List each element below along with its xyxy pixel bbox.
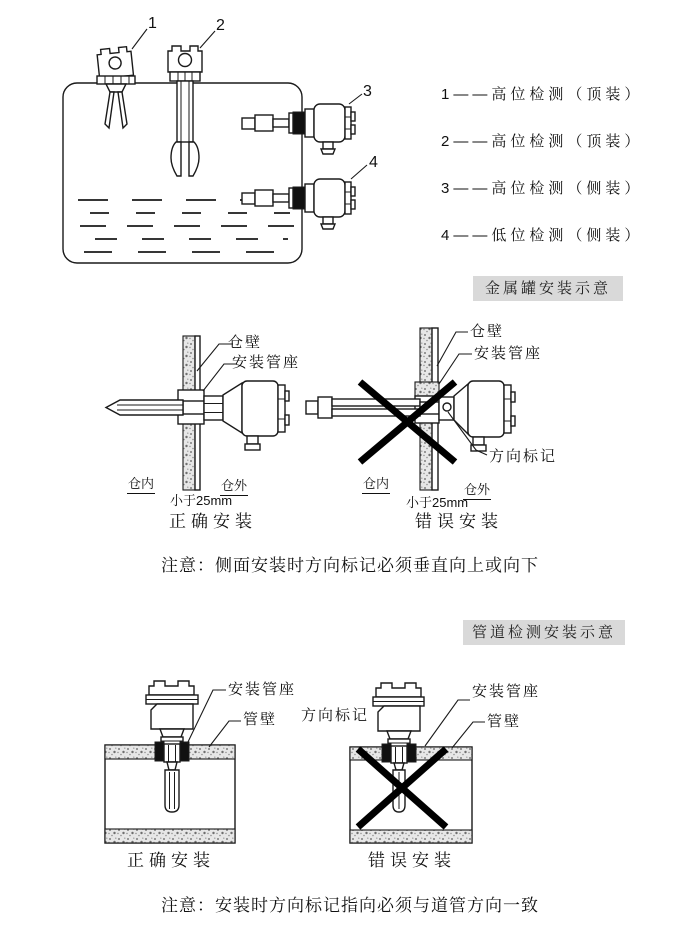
wall-label: 仓壁 <box>228 334 263 351</box>
socket-label: 安装管座 <box>232 354 301 371</box>
pipe-mount-wrong-diagram <box>350 683 485 843</box>
wall-label: 仓壁 <box>470 323 505 340</box>
caption-correct: 正确安装 <box>127 851 215 870</box>
outside-label: 仓外 <box>463 483 491 500</box>
inside-label: 仓内 <box>362 477 390 494</box>
socket-label: 安装管座 <box>228 681 297 698</box>
pipe-mount-correct-diagram <box>105 681 241 843</box>
section-label-metal-tank: 金属罐安装示意 <box>473 276 623 301</box>
x-mark <box>360 382 455 462</box>
side-mount-note: 注意：侧面安装时方向标记必须垂直向上或向下 <box>161 556 539 575</box>
socket-label: 安装管座 <box>474 345 543 362</box>
callout-4: 4 <box>369 154 378 171</box>
caption-correct: 正确安装 <box>169 512 257 531</box>
socket-label: 安装管座 <box>472 683 541 700</box>
legend-item-1: 1——高位检测（顶装） <box>441 86 644 103</box>
pipe-wall-label: 管壁 <box>487 713 522 730</box>
callout-2: 2 <box>216 17 225 34</box>
inside-label: 仓内 <box>127 477 155 494</box>
sensor-probe <box>106 400 183 415</box>
section-label-pipe: 管道检测安装示意 <box>463 620 625 645</box>
gap-label: 小于25mm <box>406 495 469 510</box>
mounting-socket <box>415 382 439 396</box>
gap-label: 小于25mm <box>170 493 233 508</box>
leader-lines <box>425 700 485 748</box>
legend-item-4: 4——低位检测（侧装） <box>441 227 644 244</box>
direction-mark-label: 方向标记 <box>489 448 558 465</box>
caption-wrong: 错误安装 <box>368 851 456 870</box>
pipe-wall-bottom <box>105 829 235 843</box>
direction-mark-label: 方向标记 <box>301 707 370 724</box>
caption-wrong: 错误安装 <box>415 512 503 531</box>
callout-3: 3 <box>363 83 372 100</box>
outside-label: 仓外 <box>220 479 248 496</box>
mounting-socket <box>382 744 391 762</box>
pipe-wall-label: 管壁 <box>243 711 278 728</box>
tank-diagram <box>63 29 367 263</box>
legend-item-3: 3——高位检测（侧装） <box>441 180 644 197</box>
direction-mark-dot <box>443 403 451 411</box>
mounting-socket <box>155 742 164 761</box>
pipe-mount-note: 注意：安装时方向标记指向必须与道管方向一致 <box>161 896 539 915</box>
fork-probe <box>165 770 179 812</box>
legend-item-2: 2——高位检测（顶装） <box>441 133 644 150</box>
callout-1: 1 <box>148 15 157 32</box>
pipe-wall-bottom <box>350 830 472 843</box>
sensor-housing <box>204 381 289 450</box>
